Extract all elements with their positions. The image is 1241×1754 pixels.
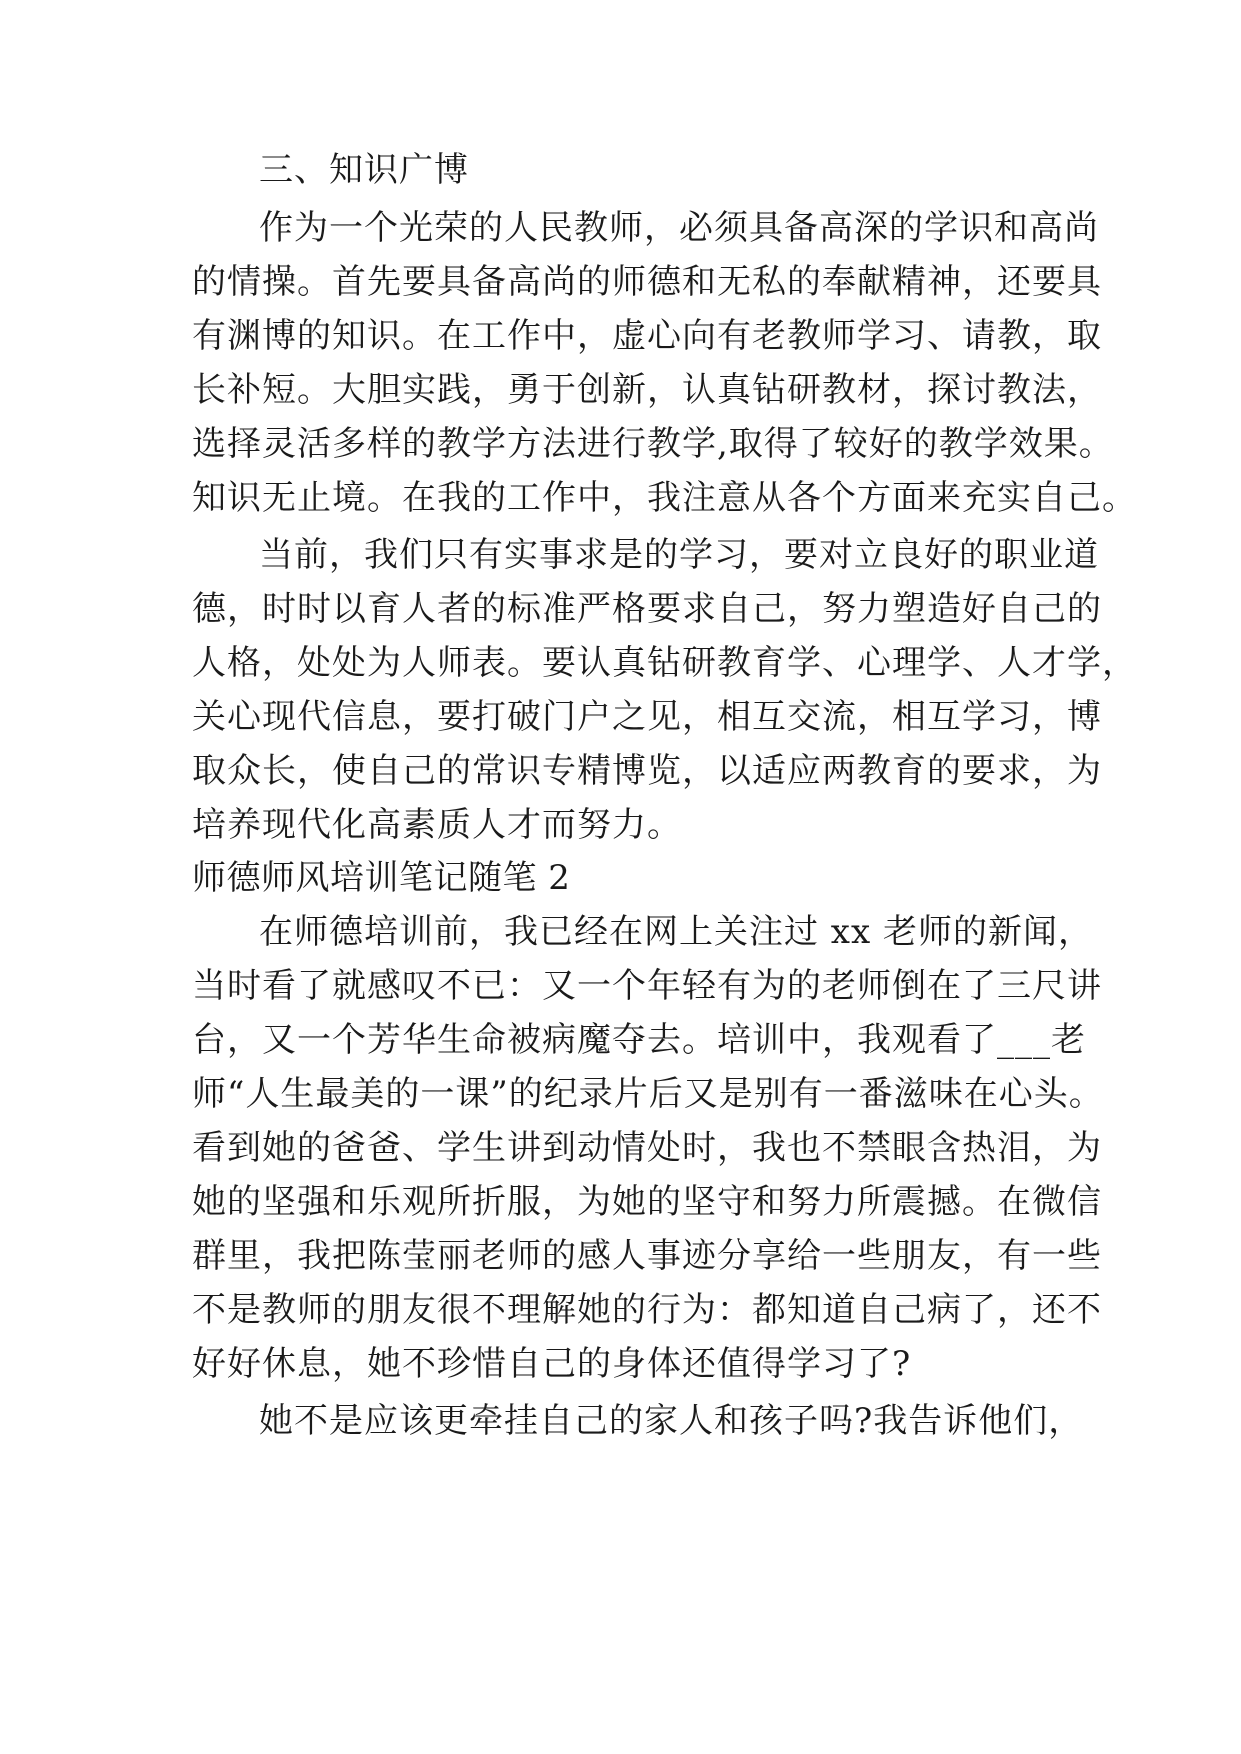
paragraph-line: 选择灵活多样的教学方法进行教学,取得了较好的教学效果。 xyxy=(192,424,1114,464)
paragraph-line: 师“人生最美的一课”的纪录片后又是别有一番滋味在心头。 xyxy=(192,1074,1104,1114)
paragraph-line: 作为一个光荣的人民教师，必须具备高深的学识和高尚 xyxy=(259,208,1099,248)
paragraph-line: 在师德培训前，我已经在网上关注过 xx 老师的新闻， xyxy=(259,912,1093,952)
paragraph-line: 知识无止境。在我的工作中，我注意从各个方面来充实自己。 xyxy=(192,478,1137,518)
paragraph-line: 人格，处处为人师表。要认真钻研教育学、心理学、人才学， xyxy=(192,643,1137,683)
paragraph-line: 当时看了就感叹不已：又一个年轻有为的老师倒在了三尺讲 xyxy=(192,966,1102,1006)
paragraph-line: 当前，我们只有实事求是的学习，要对立良好的职业道 xyxy=(259,535,1099,575)
paragraph-line: 她的坚强和乐观所折服，为她的坚守和努力所震撼。在微信 xyxy=(192,1182,1102,1222)
paragraph-line: 台，又一个芳华生命被病魔夺去。培训中，我观看了___老 xyxy=(192,1020,1086,1060)
paragraph-line: 她不是应该更牵挂自己的家人和孩子吗?我告诉他们， xyxy=(259,1401,1084,1441)
article-title: 师德师风培训笔记随笔 2 xyxy=(192,858,571,898)
paragraph-line: 关心现代信息，要打破门户之见，相互交流，相互学习，博 xyxy=(192,697,1102,737)
paragraph-line: 取众长，使自己的常识专精博览，以适应两教育的要求，为 xyxy=(192,751,1102,791)
paragraph-line: 德，时时以育人者的标准严格要求自己，努力塑造好自己的 xyxy=(192,589,1102,629)
paragraph-line: 长补短。大胆实践，勇于创新，认真钻研教材，探讨教法， xyxy=(192,370,1102,410)
paragraph-line: 有渊博的知识。在工作中，虚心向有老教师学习、请教，取 xyxy=(192,316,1102,356)
paragraph-line: 培养现代化高素质人才而努力。 xyxy=(192,805,682,845)
paragraph-line: 不是教师的朋友很不理解她的行为：都知道自己病了，还不 xyxy=(192,1290,1102,1330)
paragraph-line: 好好休息，她不珍惜自己的身体还值得学习了? xyxy=(192,1344,912,1384)
paragraph-line: 看到她的爸爸、学生讲到动情处时，我也不禁眼含热泪，为 xyxy=(192,1128,1102,1168)
paragraph-line: 群里，我把陈莹丽老师的感人事迹分享给一些朋友，有一些 xyxy=(192,1236,1102,1276)
section-heading: 三、知识广博 xyxy=(259,150,469,190)
paragraph-line: 的情操。首先要具备高尚的师德和无私的奉献精神，还要具 xyxy=(192,262,1102,302)
